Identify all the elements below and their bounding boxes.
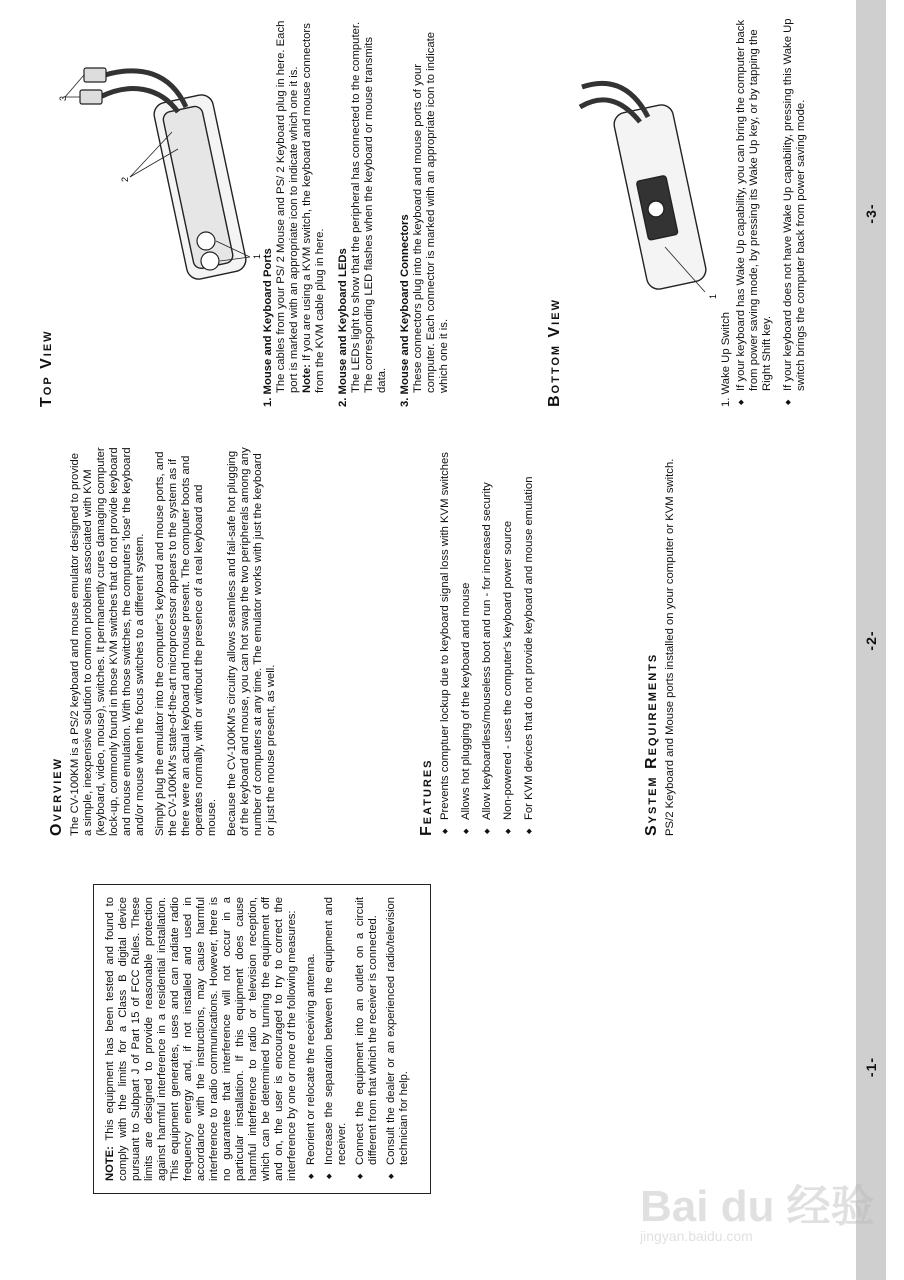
fcc-note-paragraph: [104, 897, 299, 1181]
features-heading: Features: [418, 758, 435, 836]
list-item-ports: [262, 15, 327, 407]
list-item-leds: [337, 15, 389, 407]
item-text: The LEDs light to show that the peripheral has connected to the computer. The corresponding LED flashes when the keyboard or mouse transmits data.: [350, 21, 388, 393]
overview-paragraph: The CV-100KM is a PS/2 keyboard and mouse emulator designed to provide a simple, inexpensive solution to common problems associated with KVM (keyboard, video, mouse), switches. It permanently cures damaging computer lock-up, commonly found in those KVM switches that do not provide keyboard and mouse emulation. With those switches, the computers 'lose' the keyboard and/or mouse when the focus switches to a different system.: [69, 447, 146, 836]
wake-up-title: Wake Up Switch: [720, 311, 732, 395]
bottom-view-illustration: [570, 67, 720, 307]
page-3: [0, 0, 904, 427]
callout-1: 1: [252, 253, 262, 259]
item-text: These connectors plug into the keyboard and mouse ports of your computer. Each connector is marked with an appropriate icon to indicate which one it is.: [412, 31, 450, 393]
page-number-footer: -2-: [856, 427, 886, 854]
note-label: Note:: [301, 364, 313, 393]
watermark-url: jingyan.baidu.com: [640, 1228, 753, 1244]
callout-3: 3: [58, 95, 68, 101]
overview-section: [50, 446, 285, 836]
measures-list: [305, 897, 411, 1181]
system-requirements-text: PS/2 Keyboard and Mouse ports installed on your computer or KVM switch.: [664, 458, 676, 836]
top-view-list: [262, 15, 451, 407]
note-text: If you are using a KVM switch, the keyboard and mouse connectors from the KVM cable plug in here.: [301, 23, 326, 393]
wake-up-section: [720, 15, 816, 407]
features-list: [439, 446, 536, 836]
feature-item: ◆ Allow keyboardless/mouseless boot and run - for increased security: [481, 446, 494, 836]
item-number: 3.: [399, 397, 411, 407]
cables: [100, 71, 186, 112]
overview-paragraph: Simply plug the emulator into the computer's keyboard and mouse ports, and the CV-100KM's state-of-the-art microprocessor appears to the system as if there were an actual keyboard and mouse present. The computer boots and operates normally, with or without the presence of a real keyboard and mouse.: [154, 451, 218, 836]
item-note: [301, 15, 327, 407]
callout-2: 2: [120, 176, 130, 182]
item-title: Mouse and Keyboard LEDs: [337, 248, 349, 395]
emulator-bottom-body: [612, 103, 708, 292]
item-number: 1.: [720, 397, 732, 407]
measure-item: ◆ Consult the dealer or an experienced radio/television technician for help.: [385, 897, 411, 1181]
feature-item: ◆ Non-powered - uses the computer's keyboard power source: [502, 446, 515, 836]
emulator-top-body: [152, 93, 248, 282]
top-view-heading: Top View: [38, 329, 55, 407]
callout-1: 1: [708, 293, 718, 299]
note-text: This equipment has been tested and found to comply with the limits for a Class B digital device pursuant to Subpart J of Part 15 of FCC Rules. These limits are designed to provide reasonable protection against harmful interference in a residential installation. This equipment generates, uses and can radiate radio frequency energy and, if not installed and used in accordance with the instructions, may cause harmful interference to radio communications. However, there is no guarantee that interference will not occur in a particular installation. If this equipment does cause harmful interference to radio or television reception, which can be determined by turning the equipment off and on, the user is encouraged to try to correct the interference by one or more of the following measures:: [104, 897, 298, 1181]
wake-up-item: ◆ If your keyboard has Wake Up capability, you can bring the computer back from power saving mode, by pressing its Wake Up key, or by tapping the Right Shift key.: [735, 15, 774, 407]
feature-item: ◆ Prevents comptuer lockup due to keyboard signal loss with KVM switches: [439, 446, 452, 836]
wake-up-item: ◆ If your keyboard does not have Wake Up capability, pressing this Wake Up switch brings the computer back from power saving mode.: [782, 15, 808, 407]
fcc-note-box: [93, 884, 431, 1194]
item-number: 1.: [262, 397, 274, 407]
cables: [580, 83, 648, 122]
measure-item: ◆ Reorient or relocate the receiving antenna.: [305, 897, 318, 1181]
page-2: [0, 427, 904, 854]
page-number-footer: -3-: [856, 0, 886, 427]
feature-item: ◆ For KVM devices that do not provide keyboard and mouse emulation: [523, 446, 536, 836]
measure-item: ◆ Increase the separation between the equipment and receiver.: [323, 897, 349, 1181]
item-number: 2.: [337, 397, 349, 407]
note-label: NOTE:: [104, 1146, 116, 1181]
item-title: Mouse and Keyboard Ports: [262, 248, 274, 395]
top-view-descriptions: [262, 15, 461, 407]
measure-item: ◆ Connect the equipment into an outlet on a circuit different from that which the receiver is connected.: [354, 897, 380, 1181]
top-view-illustration: [60, 57, 260, 297]
overview-heading: Overview: [48, 757, 65, 836]
bottom-view-heading: Bottom View: [546, 298, 563, 407]
bottom-view-heading-wrap: [548, 17, 567, 407]
overview-paragraph: Because the CV-100KM's circuitry allows seamless and fail-safe hot plugging of the keyboard and mouse, you can hot swap the two peripherals among any number of computers at any time. The emulator works with just the keyboard or just the mouse present, as well.: [226, 447, 277, 836]
plug-connectors: [80, 68, 106, 104]
features-section: [420, 446, 544, 836]
feature-item: ◆ Allows hot plugging of the keyboard and mouse: [460, 446, 473, 836]
watermark-logo: Bai du 经验: [640, 1182, 875, 1231]
page-number-footer: -1-: [856, 854, 886, 1280]
system-requirements-section: [645, 446, 684, 836]
item-text: The cables from your PS/ 2 Mouse and PS/ 2 Keyboard plug in here. Each port is marked with an appropriate icon to indicate which one it is.: [275, 20, 300, 393]
list-item-connectors: [399, 15, 451, 407]
wake-up-list: [735, 15, 808, 407]
system-requirements-heading: System Requirements: [643, 652, 660, 836]
baidu-watermark: [640, 1170, 880, 1260]
item-title: Mouse and Keyboard Connectors: [399, 214, 411, 395]
top-view-heading-wrap: [40, 17, 59, 407]
